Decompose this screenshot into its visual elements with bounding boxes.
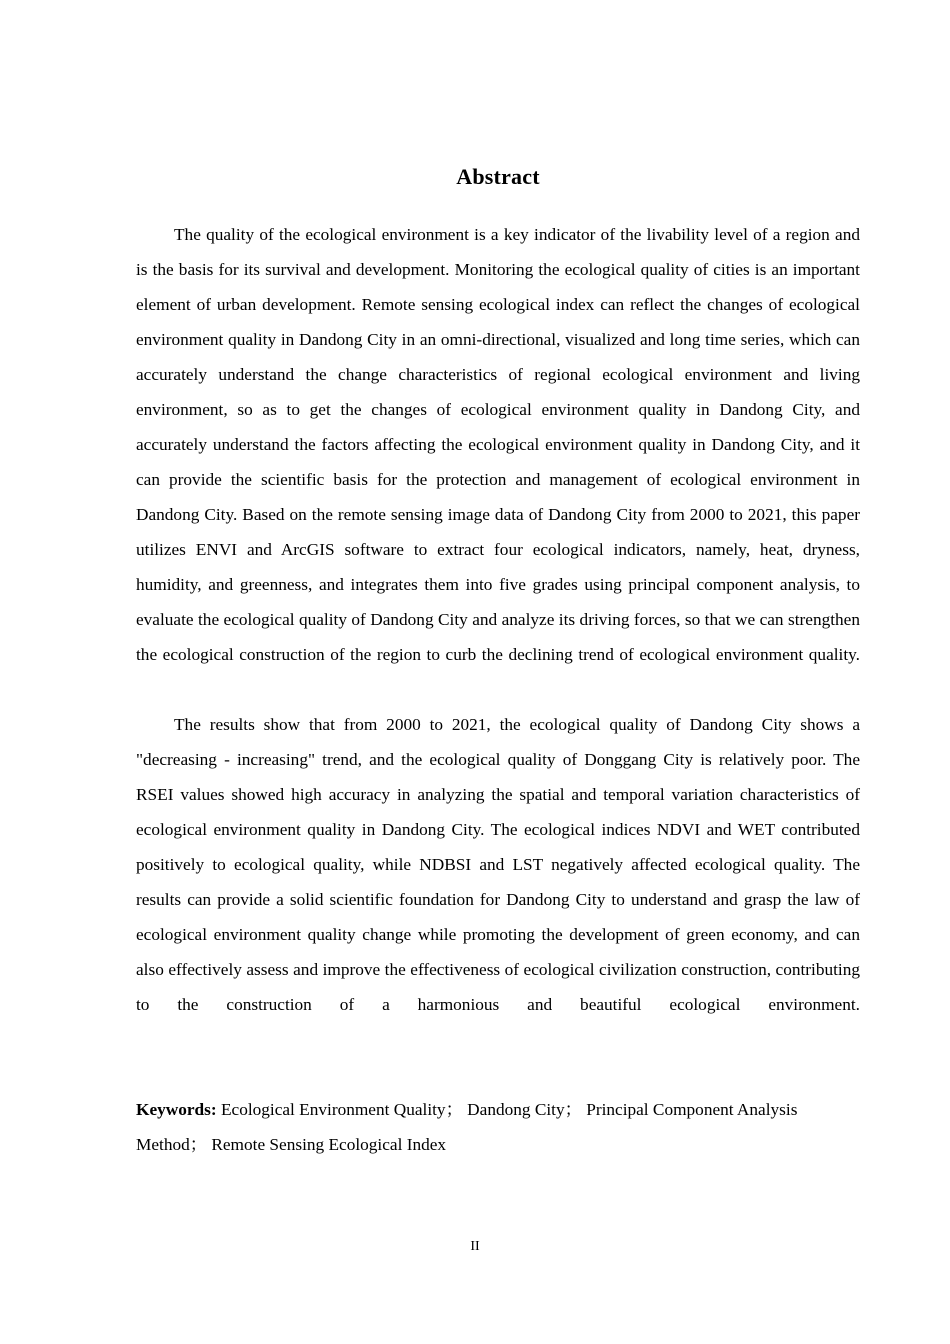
keywords-section [136,1092,860,1162]
page-title: Abstract [456,164,540,189]
page-content [136,0,860,1162]
abstract-paragraph-1: The quality of the ecological environment is a key indicator of the livability level of a region and is the basis for its survival and development. Monitoring the ecological quality of cities is an important element of urban development. Remote sensing ecological index can reflect the changes of ecological environment quality in Dandong City in an omni-directional, visualized and long time series, which can accurately understand the change characteristics of regional ecological environment and living environment, so as to get the changes of ecological environment quality in Dandong City, and accurately understand the factors affecting the ecological environment quality in Dandong City, and it can provide the scientific basis for the protection and management of ecological environment in Dandong City. Based on the remote sensing image data of Dandong City from 2000 to 2021, this paper utilizes ENVI and ArcGIS software to extract four ecological indicators, namely, heat, dryness, humidity, and greenness, and integrates them into five grades using principal component analysis, to evaluate the ecological quality of Dandong City and analyze its driving forces, so that we can strengthen the ecological construction of the region to curb the declining trend of ecological environment quality. [136,225,860,664]
keywords-list: Ecological Environment Quality； Dandong City； Principal Component Analysis Method； Remote Sensing Ecological Index [136,1100,798,1154]
abstract-paragraph-2: The results show that from 2000 to 2021, the ecological quality of Dandong City shows a "decreasing - increasing" trend, and the ecological quality of Donggang City is relatively poor. The RSEI values showed high accuracy in analyzing the spatial and temporal variation characteristics of ecological environment quality in Dandong City. The ecological indices NDVI and WET contributed positively to ecological quality, while NDBSI and LST negatively affected ecological quality. The results can provide a solid scientific foundation for Dandong City to understand and grasp the law of ecological environment quality change while promoting the development of green economy, and can also effectively assess and improve the effectiveness of ecological civilization construction, contributing to the construction of a harmonious and beautiful ecological environment. [136,715,860,1014]
page-number: II [470,1239,480,1254]
keywords-label: Keywords: [136,1100,217,1119]
abstract-body [136,217,860,1057]
